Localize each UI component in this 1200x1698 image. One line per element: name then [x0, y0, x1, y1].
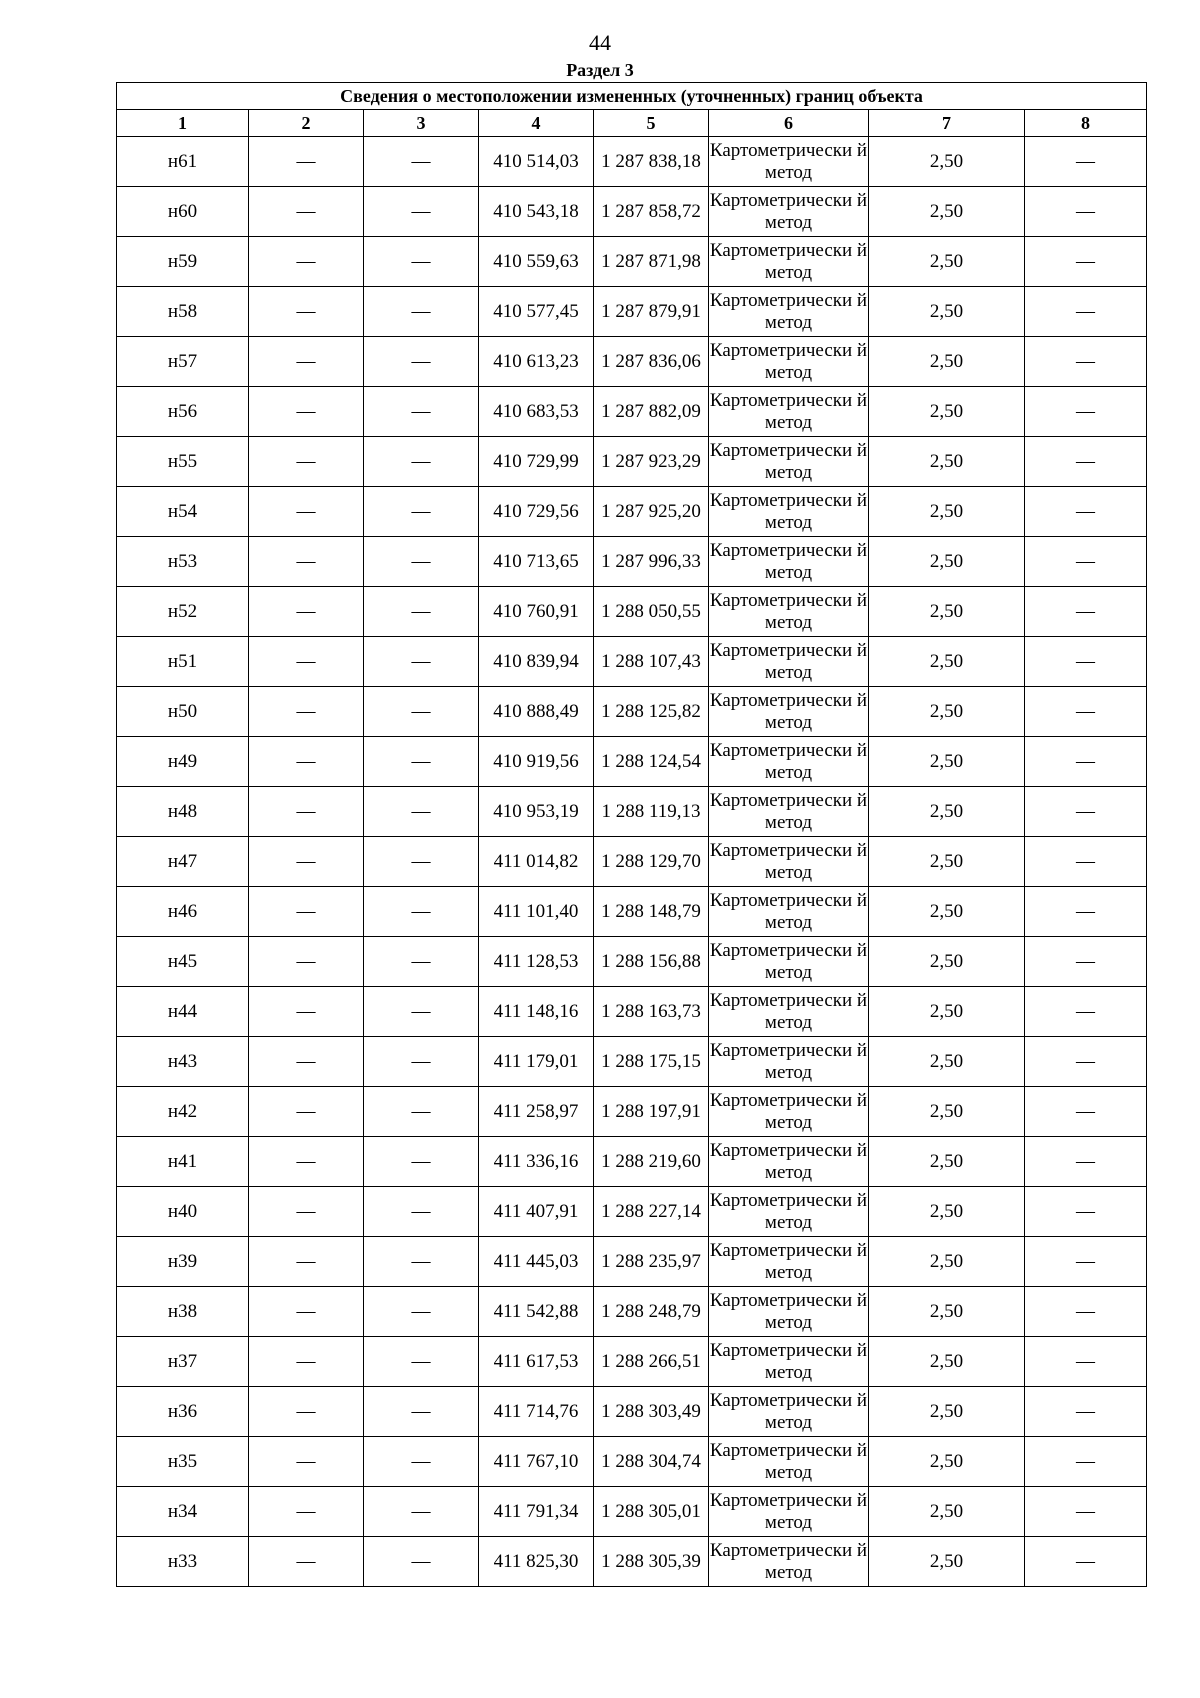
accuracy-cell: 2,50	[869, 337, 1025, 387]
empty-cell: —	[364, 687, 479, 737]
point-cell: н37	[117, 1337, 249, 1387]
table-row	[117, 887, 1147, 937]
accuracy-cell: 2,50	[869, 987, 1025, 1037]
accuracy-cell: 2,50	[869, 737, 1025, 787]
empty-cell: —	[364, 1437, 479, 1487]
empty-cell: —	[364, 1487, 479, 1537]
table-row	[117, 287, 1147, 337]
empty-cell: —	[364, 187, 479, 237]
empty-cell: —	[364, 437, 479, 487]
method-cell: Картометрически й метод	[709, 437, 869, 487]
method-cell: Картометрически й метод	[709, 587, 869, 637]
table-row	[117, 1237, 1147, 1287]
empty-cell: —	[249, 787, 364, 837]
table-row	[117, 1487, 1147, 1537]
empty-cell: —	[1025, 1437, 1147, 1487]
point-cell: н36	[117, 1387, 249, 1437]
x-coordinate-cell: 410 729,99	[479, 437, 594, 487]
point-cell: н40	[117, 1187, 249, 1237]
y-coordinate-cell: 1 287 996,33	[594, 537, 709, 587]
accuracy-cell: 2,50	[869, 1037, 1025, 1087]
accuracy-cell: 2,50	[869, 1487, 1025, 1537]
empty-cell: —	[1025, 1287, 1147, 1337]
method-cell: Картометрически й метод	[709, 737, 869, 787]
y-coordinate-cell: 1 288 129,70	[594, 837, 709, 887]
column-number-header: 6	[709, 110, 869, 137]
empty-cell: —	[364, 1137, 479, 1187]
empty-cell: —	[364, 787, 479, 837]
empty-cell: —	[364, 887, 479, 937]
method-cell: Картометрически й метод	[709, 1487, 869, 1537]
table-row	[117, 1387, 1147, 1437]
x-coordinate-cell: 411 258,97	[479, 1087, 594, 1137]
empty-cell: —	[249, 337, 364, 387]
empty-cell: —	[364, 287, 479, 337]
point-cell: н49	[117, 737, 249, 787]
point-cell: н53	[117, 537, 249, 587]
empty-cell: —	[249, 937, 364, 987]
table-row	[117, 787, 1147, 837]
table-caption: Сведения о местоположении измененных (уточненных) границ объекта	[117, 83, 1147, 110]
x-coordinate-cell: 410 683,53	[479, 387, 594, 437]
x-coordinate-cell: 410 543,18	[479, 187, 594, 237]
accuracy-cell: 2,50	[869, 587, 1025, 637]
empty-cell: —	[249, 1487, 364, 1537]
empty-cell: —	[1025, 287, 1147, 337]
method-cell: Картометрически й метод	[709, 1337, 869, 1387]
method-cell: Картометрически й метод	[709, 1387, 869, 1437]
empty-cell: —	[364, 537, 479, 587]
table-row	[117, 1187, 1147, 1237]
x-coordinate-cell: 411 767,10	[479, 1437, 594, 1487]
x-coordinate-cell: 410 888,49	[479, 687, 594, 737]
empty-cell: —	[249, 1437, 364, 1487]
accuracy-cell: 2,50	[869, 637, 1025, 687]
empty-cell: —	[249, 1137, 364, 1187]
method-cell: Картометрически й метод	[709, 237, 869, 287]
empty-cell: —	[1025, 1087, 1147, 1137]
method-cell: Картометрически й метод	[709, 337, 869, 387]
empty-cell: —	[1025, 887, 1147, 937]
empty-cell: —	[1025, 1387, 1147, 1437]
method-cell: Картометрически й метод	[709, 1187, 869, 1237]
table-row	[117, 337, 1147, 387]
empty-cell: —	[364, 1187, 479, 1237]
empty-cell: —	[249, 387, 364, 437]
y-coordinate-cell: 1 288 119,13	[594, 787, 709, 837]
empty-cell: —	[1025, 937, 1147, 987]
accuracy-cell: 2,50	[869, 487, 1025, 537]
y-coordinate-cell: 1 287 925,20	[594, 487, 709, 537]
empty-cell: —	[249, 1087, 364, 1137]
empty-cell: —	[249, 1237, 364, 1287]
point-cell: н33	[117, 1537, 249, 1587]
empty-cell: —	[1025, 537, 1147, 587]
empty-cell: —	[249, 987, 364, 1037]
x-coordinate-cell: 410 919,56	[479, 737, 594, 787]
point-cell: н39	[117, 1237, 249, 1287]
point-cell: н43	[117, 1037, 249, 1087]
table-row	[117, 1537, 1147, 1587]
empty-cell: —	[1025, 1237, 1147, 1287]
y-coordinate-cell: 1 288 175,15	[594, 1037, 709, 1087]
table-row	[117, 1287, 1147, 1337]
table-row	[117, 387, 1147, 437]
table-row	[117, 1337, 1147, 1387]
empty-cell: —	[364, 937, 479, 987]
empty-cell: —	[249, 837, 364, 887]
x-coordinate-cell: 410 514,03	[479, 137, 594, 187]
y-coordinate-cell: 1 288 050,55	[594, 587, 709, 637]
empty-cell: —	[364, 137, 479, 187]
method-cell: Картометрически й метод	[709, 837, 869, 887]
method-cell: Картометрически й метод	[709, 937, 869, 987]
method-cell: Картометрически й метод	[709, 887, 869, 937]
table-row	[117, 537, 1147, 587]
table-row	[117, 187, 1147, 237]
y-coordinate-cell: 1 287 858,72	[594, 187, 709, 237]
empty-cell: —	[1025, 1137, 1147, 1187]
table-row	[117, 837, 1147, 887]
point-cell: н42	[117, 1087, 249, 1137]
y-coordinate-cell: 1 288 227,14	[594, 1187, 709, 1237]
accuracy-cell: 2,50	[869, 1537, 1025, 1587]
empty-cell: —	[249, 1537, 364, 1587]
empty-cell: —	[364, 1237, 479, 1287]
empty-cell: —	[249, 687, 364, 737]
empty-cell: —	[249, 537, 364, 587]
point-cell: н50	[117, 687, 249, 737]
point-cell: н54	[117, 487, 249, 537]
accuracy-cell: 2,50	[869, 1087, 1025, 1137]
empty-cell: —	[249, 637, 364, 687]
accuracy-cell: 2,50	[869, 687, 1025, 737]
table-row	[117, 687, 1147, 737]
x-coordinate-cell: 411 128,53	[479, 937, 594, 987]
method-cell: Картометрически й метод	[709, 1087, 869, 1137]
accuracy-cell: 2,50	[869, 1237, 1025, 1287]
y-coordinate-cell: 1 288 197,91	[594, 1087, 709, 1137]
empty-cell: —	[1025, 1037, 1147, 1087]
x-coordinate-cell: 410 953,19	[479, 787, 594, 837]
y-coordinate-cell: 1 288 219,60	[594, 1137, 709, 1187]
table-row	[117, 1087, 1147, 1137]
empty-cell: —	[1025, 337, 1147, 387]
column-number-header: 2	[249, 110, 364, 137]
empty-cell: —	[249, 1337, 364, 1387]
column-number-header: 4	[479, 110, 594, 137]
method-cell: Картометрически й метод	[709, 637, 869, 687]
x-coordinate-cell: 411 101,40	[479, 887, 594, 937]
y-coordinate-cell: 1 287 923,29	[594, 437, 709, 487]
table-row	[117, 1437, 1147, 1487]
table-body	[117, 137, 1147, 1587]
empty-cell: —	[364, 1287, 479, 1337]
method-cell: Картометрически й метод	[709, 1037, 869, 1087]
method-cell: Картометрически й метод	[709, 537, 869, 587]
method-cell: Картометрически й метод	[709, 1537, 869, 1587]
accuracy-cell: 2,50	[869, 387, 1025, 437]
empty-cell: —	[249, 437, 364, 487]
y-coordinate-cell: 1 288 124,54	[594, 737, 709, 787]
point-cell: н51	[117, 637, 249, 687]
page-number: 44	[589, 30, 611, 55]
empty-cell: —	[364, 237, 479, 287]
table-row	[117, 987, 1147, 1037]
empty-cell: —	[249, 137, 364, 187]
point-cell: н38	[117, 1287, 249, 1337]
point-cell: н55	[117, 437, 249, 487]
method-cell: Картометрически й метод	[709, 1137, 869, 1187]
x-coordinate-cell: 410 729,56	[479, 487, 594, 537]
x-coordinate-cell: 411 407,91	[479, 1187, 594, 1237]
empty-cell: —	[249, 1287, 364, 1337]
point-cell: н48	[117, 787, 249, 837]
empty-cell: —	[1025, 987, 1147, 1037]
point-cell: н57	[117, 337, 249, 387]
empty-cell: —	[249, 237, 364, 287]
empty-cell: —	[364, 1537, 479, 1587]
accuracy-cell: 2,50	[869, 1387, 1025, 1437]
y-coordinate-cell: 1 288 235,97	[594, 1237, 709, 1287]
y-coordinate-cell: 1 288 303,49	[594, 1387, 709, 1437]
empty-cell: —	[364, 1337, 479, 1387]
method-cell: Картометрически й метод	[709, 1287, 869, 1337]
y-coordinate-cell: 1 288 148,79	[594, 887, 709, 937]
method-cell: Картометрически й метод	[709, 137, 869, 187]
accuracy-cell: 2,50	[869, 1137, 1025, 1187]
table-row	[117, 1037, 1147, 1087]
column-number-header: 1	[117, 110, 249, 137]
empty-cell: —	[1025, 1487, 1147, 1537]
empty-cell: —	[1025, 737, 1147, 787]
method-cell: Картометрически й метод	[709, 187, 869, 237]
x-coordinate-cell: 410 559,63	[479, 237, 594, 287]
accuracy-cell: 2,50	[869, 287, 1025, 337]
point-cell: н44	[117, 987, 249, 1037]
y-coordinate-cell: 1 288 305,01	[594, 1487, 709, 1537]
empty-cell: —	[364, 987, 479, 1037]
y-coordinate-cell: 1 288 156,88	[594, 937, 709, 987]
empty-cell: —	[249, 187, 364, 237]
method-cell: Картометрически й метод	[709, 387, 869, 437]
empty-cell: —	[1025, 487, 1147, 537]
x-coordinate-cell: 411 445,03	[479, 1237, 594, 1287]
boundary-coordinates-table	[116, 82, 1147, 1587]
table-row	[117, 637, 1147, 687]
method-cell: Картометрически й метод	[709, 987, 869, 1037]
x-coordinate-cell: 410 760,91	[479, 587, 594, 637]
method-cell: Картометрически й метод	[709, 687, 869, 737]
method-cell: Картометрически й метод	[709, 1237, 869, 1287]
empty-cell: —	[1025, 387, 1147, 437]
point-cell: н52	[117, 587, 249, 637]
method-cell: Картометрически й метод	[709, 1437, 869, 1487]
empty-cell: —	[1025, 1187, 1147, 1237]
section-title: Раздел 3	[566, 60, 634, 80]
accuracy-cell: 2,50	[869, 437, 1025, 487]
x-coordinate-cell: 411 542,88	[479, 1287, 594, 1337]
empty-cell: —	[249, 1187, 364, 1237]
y-coordinate-cell: 1 288 125,82	[594, 687, 709, 737]
point-cell: н45	[117, 937, 249, 987]
accuracy-cell: 2,50	[869, 1337, 1025, 1387]
empty-cell: —	[1025, 587, 1147, 637]
y-coordinate-cell: 1 287 871,98	[594, 237, 709, 287]
empty-cell: —	[364, 1037, 479, 1087]
method-cell: Картометрически й метод	[709, 787, 869, 837]
empty-cell: —	[249, 1387, 364, 1437]
accuracy-cell: 2,50	[869, 137, 1025, 187]
empty-cell: —	[1025, 837, 1147, 887]
x-coordinate-cell: 410 839,94	[479, 637, 594, 687]
x-coordinate-cell: 410 577,45	[479, 287, 594, 337]
x-coordinate-cell: 411 825,30	[479, 1537, 594, 1587]
accuracy-cell: 2,50	[869, 887, 1025, 937]
accuracy-cell: 2,50	[869, 837, 1025, 887]
x-coordinate-cell: 411 791,34	[479, 1487, 594, 1537]
point-cell: н61	[117, 137, 249, 187]
x-coordinate-cell: 411 148,16	[479, 987, 594, 1037]
point-cell: н46	[117, 887, 249, 937]
empty-cell: —	[249, 1037, 364, 1087]
accuracy-cell: 2,50	[869, 937, 1025, 987]
method-cell: Картометрически й метод	[709, 287, 869, 337]
point-cell: н41	[117, 1137, 249, 1187]
accuracy-cell: 2,50	[869, 187, 1025, 237]
y-coordinate-cell: 1 287 879,91	[594, 287, 709, 337]
empty-cell: —	[249, 287, 364, 337]
column-number-header: 7	[869, 110, 1025, 137]
empty-cell: —	[1025, 187, 1147, 237]
empty-cell: —	[1025, 1537, 1147, 1587]
table-row	[117, 237, 1147, 287]
x-coordinate-cell: 411 336,16	[479, 1137, 594, 1187]
y-coordinate-cell: 1 287 882,09	[594, 387, 709, 437]
point-cell: н56	[117, 387, 249, 437]
point-cell: н35	[117, 1437, 249, 1487]
y-coordinate-cell: 1 288 163,73	[594, 987, 709, 1037]
empty-cell: —	[364, 587, 479, 637]
method-cell: Картометрически й метод	[709, 487, 869, 537]
table-row	[117, 737, 1147, 787]
accuracy-cell: 2,50	[869, 537, 1025, 587]
x-coordinate-cell: 411 014,82	[479, 837, 594, 887]
empty-cell: —	[1025, 437, 1147, 487]
column-numbers-row	[117, 110, 1147, 137]
table-row	[117, 937, 1147, 987]
empty-cell: —	[364, 1387, 479, 1437]
table-row	[117, 587, 1147, 637]
column-number-header: 5	[594, 110, 709, 137]
accuracy-cell: 2,50	[869, 237, 1025, 287]
empty-cell: —	[249, 737, 364, 787]
empty-cell: —	[249, 487, 364, 537]
table-row	[117, 137, 1147, 187]
empty-cell: —	[364, 487, 479, 537]
y-coordinate-cell: 1 288 107,43	[594, 637, 709, 687]
empty-cell: —	[1025, 137, 1147, 187]
column-number-header: 8	[1025, 110, 1147, 137]
y-coordinate-cell: 1 288 266,51	[594, 1337, 709, 1387]
empty-cell: —	[364, 387, 479, 437]
table-row	[117, 1137, 1147, 1187]
empty-cell: —	[364, 837, 479, 887]
empty-cell: —	[364, 1087, 479, 1137]
empty-cell: —	[1025, 237, 1147, 287]
x-coordinate-cell: 410 713,65	[479, 537, 594, 587]
y-coordinate-cell: 1 288 305,39	[594, 1537, 709, 1587]
y-coordinate-cell: 1 287 838,18	[594, 137, 709, 187]
table-row	[117, 437, 1147, 487]
point-cell: н59	[117, 237, 249, 287]
empty-cell: —	[364, 637, 479, 687]
y-coordinate-cell: 1 287 836,06	[594, 337, 709, 387]
accuracy-cell: 2,50	[869, 1437, 1025, 1487]
empty-cell: —	[249, 587, 364, 637]
point-cell: н60	[117, 187, 249, 237]
empty-cell: —	[1025, 1337, 1147, 1387]
empty-cell: —	[1025, 787, 1147, 837]
point-cell: н34	[117, 1487, 249, 1537]
table-row	[117, 487, 1147, 537]
x-coordinate-cell: 411 714,76	[479, 1387, 594, 1437]
point-cell: н58	[117, 287, 249, 337]
y-coordinate-cell: 1 288 304,74	[594, 1437, 709, 1487]
column-number-header: 3	[364, 110, 479, 137]
accuracy-cell: 2,50	[869, 787, 1025, 837]
empty-cell: —	[364, 337, 479, 387]
point-cell: н47	[117, 837, 249, 887]
empty-cell: —	[364, 737, 479, 787]
empty-cell: —	[1025, 637, 1147, 687]
accuracy-cell: 2,50	[869, 1187, 1025, 1237]
x-coordinate-cell: 411 617,53	[479, 1337, 594, 1387]
x-coordinate-cell: 411 179,01	[479, 1037, 594, 1087]
accuracy-cell: 2,50	[869, 1287, 1025, 1337]
empty-cell: —	[249, 887, 364, 937]
x-coordinate-cell: 410 613,23	[479, 337, 594, 387]
y-coordinate-cell: 1 288 248,79	[594, 1287, 709, 1337]
empty-cell: —	[1025, 687, 1147, 737]
